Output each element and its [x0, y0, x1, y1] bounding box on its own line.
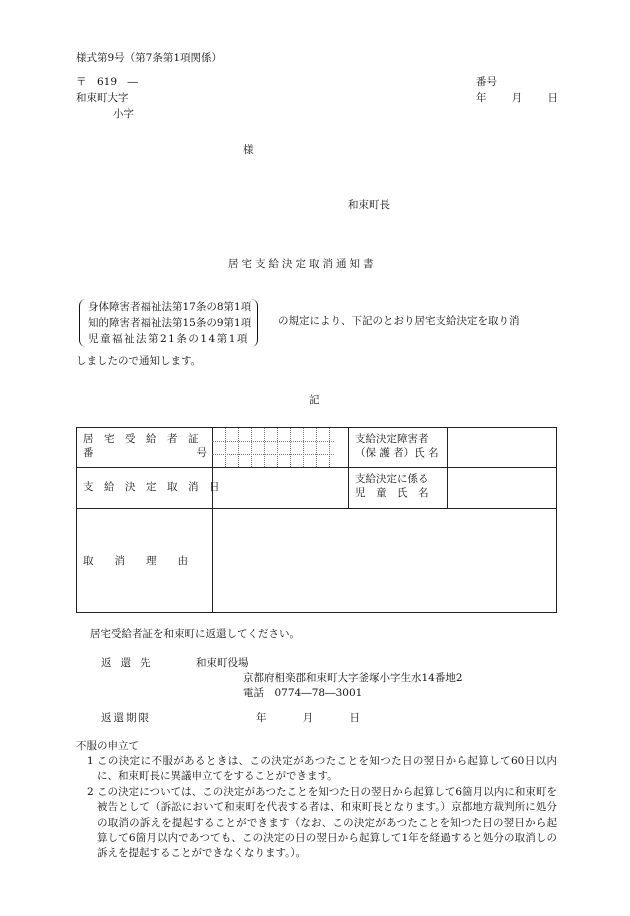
reason-label: 取 消 理 由	[83, 555, 188, 567]
child-name-label: 支給決定に係る 児 童 氏 名	[355, 473, 429, 499]
date-day: 日	[547, 92, 558, 104]
return-address: 京都府相楽郡和束町大字釜塚小字生水14番地2	[243, 672, 463, 684]
appeal-item	[87, 785, 557, 861]
notice-text: しましたので通知します。	[76, 355, 202, 367]
child-name-field[interactable]	[450, 470, 554, 506]
provision-text: の規定により、下記のとおり居宅支給決定を取り消	[278, 315, 520, 327]
issue-date	[476, 92, 558, 106]
cert-number-field[interactable]	[219, 433, 339, 463]
form-number: 様式第9号（第7条第1項関係）	[76, 52, 223, 64]
decision-table	[76, 427, 557, 613]
cancel-date-field[interactable]	[215, 470, 345, 506]
appeal-item-number: 2	[87, 786, 94, 798]
recipient-name-field[interactable]	[450, 431, 554, 465]
date-year: 年	[476, 92, 487, 104]
cert-number-label: 居 宅 受 給 者 証 番 号	[83, 433, 207, 459]
deadline-month: 月	[302, 712, 314, 724]
law-reference: 身体障害者福祉法第17条の8第1項	[88, 301, 252, 313]
honorific: 様	[243, 144, 254, 156]
law-reference: 児童福祉法第21条の14第1項	[88, 333, 249, 345]
address-line-1: 和束町大字	[76, 92, 129, 104]
reason-field[interactable]	[215, 511, 553, 610]
return-office: 和束町役場	[196, 657, 249, 669]
recipient-name-label: 支給決定障害者 （保 護 者）氏 名	[355, 433, 439, 459]
appeal-item-text: この決定に不服があるときは、この決定があつたことを知つた日の翌日から起算して60日以内に、和束町長に異議申立てをすることができます。	[97, 755, 557, 783]
deadline-day: 日	[349, 712, 360, 724]
number-label: 番号	[476, 76, 497, 88]
document-title: 居宅支給決定取消通知書	[228, 258, 377, 270]
date-month: 月	[511, 92, 523, 104]
return-destination-label: 返還先	[101, 657, 160, 669]
deadline-year: 年	[256, 712, 267, 724]
appeal-title: 不服の申立て	[76, 740, 139, 752]
return-phone: 電話 0774―78―3001	[243, 687, 363, 699]
appeal-item	[87, 754, 557, 785]
deadline-date	[256, 712, 360, 726]
appeal-item-text: この決定については、この決定があつたことを知つた日の翌日から起算して6箇月以内に和束町を被告として（訴訟において和束町を代表する者は、和束町長となります。）京都地方裁判所に処分の取消の訴えを提起することができます（なお、この決定があつたことを知つた日の翌日から起算して6箇月以内であつても、この決定の日の翌日から起算して1年を経過すると処分の取消しの訴えを提起することができなくなります。）。	[97, 786, 557, 860]
address-line-2: 小字	[113, 108, 134, 120]
postal-code: 〒 619 ―	[76, 76, 139, 88]
issuer: 和束町長	[348, 199, 390, 211]
appeal-item-number: 1	[87, 755, 94, 767]
law-reference: 知的障害者福祉法第15条の9第1項	[88, 317, 252, 329]
deadline-label: 返還期限	[101, 712, 151, 724]
return-request: 居宅受給者証を和束町に返還してください。	[90, 628, 300, 640]
cancel-date-label: 支 給 決 定 取 消 日	[83, 481, 220, 493]
law-references	[79, 299, 258, 347]
ki-heading: 記	[309, 394, 320, 406]
